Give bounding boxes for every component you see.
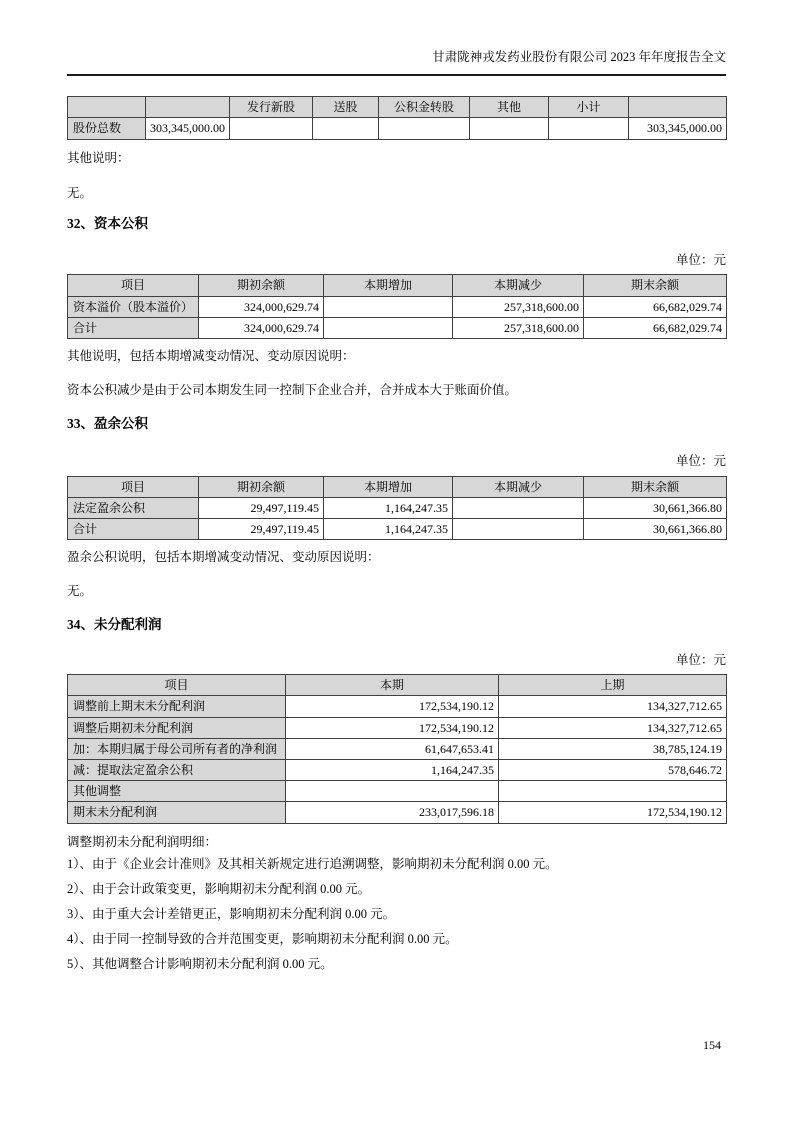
surplus-reserve-note-text: 无。 (67, 584, 93, 599)
adjustment-detail-item-1: 1）、由于《企业会计准则》及其相关新规定进行追溯调整，影响期初未分配利润 0.00 元。 (67, 857, 558, 872)
row-label: 股份总数 (68, 118, 146, 139)
table-row (68, 519, 727, 540)
row-label: 合计 (68, 317, 199, 338)
cell-value (499, 781, 727, 802)
cell-value (379, 118, 470, 139)
column-header: 本期增加 (324, 476, 453, 497)
cell-value: 172,534,190.12 (499, 802, 727, 823)
column-header: 期初余额 (199, 476, 324, 497)
table-row (68, 498, 727, 519)
page-number: 154 (703, 1038, 721, 1052)
cell-value: 303,345,000.00 (629, 118, 727, 139)
column-header: 本期增加 (324, 275, 453, 296)
table-header-row (68, 97, 727, 118)
column-header: 项目 (68, 275, 199, 296)
cell-value: 29,497,119.45 (199, 519, 324, 540)
surplus-reserve-table (67, 476, 727, 541)
capital-reserve-table (67, 274, 727, 339)
table-row (68, 717, 727, 738)
column-header (629, 97, 727, 118)
section-heading-32: 32、资本公积 (67, 216, 148, 232)
cell-value: 30,661,366.80 (584, 519, 727, 540)
cell-value: 172,534,190.12 (286, 717, 499, 738)
cell-value: 257,318,600.00 (453, 317, 584, 338)
other-note-label: 其他说明： (67, 150, 130, 165)
column-header: 项目 (68, 476, 199, 497)
column-header: 期末余额 (584, 476, 727, 497)
adjustment-detail-item-4: 4）、由于同一控制导致的合并范围变更，影响期初未分配利润 0.00 元。 (67, 932, 458, 947)
cell-value: 324,000,629.74 (199, 317, 324, 338)
table-header-row (68, 675, 727, 696)
cell-value: 29,497,119.45 (199, 498, 324, 519)
cell-value (313, 118, 379, 139)
row-label: 加：本期归属于母公司所有者的净利润 (68, 738, 286, 759)
cell-value (286, 781, 499, 802)
cell-value: 66,682,029.74 (584, 296, 727, 317)
adjustment-detail-item-2: 2）、由于会计政策变更，影响期初未分配利润 0.00 元。 (67, 882, 371, 897)
cell-value: 1,164,247.35 (324, 498, 453, 519)
row-label: 调整后期初未分配利润 (68, 717, 286, 738)
table-row (68, 781, 727, 802)
document-header-title: 甘肃陇神戎发药业股份有限公司 2023 年年度报告全文 (432, 50, 726, 64)
unit-label-34: 单位：元 (675, 653, 726, 668)
cell-value: 61,647,653.41 (286, 738, 499, 759)
capital-reserve-note-text: 资本公积减少是由于公司本期发生同一控制下企业合并，合并成本大于账面价值。 (67, 382, 518, 397)
other-note-text: 无。 (67, 185, 93, 200)
column-header (146, 97, 230, 118)
share-capital-table (67, 96, 727, 139)
column-header: 期末余额 (584, 275, 727, 296)
cell-value: 30,661,366.80 (584, 498, 727, 519)
column-header: 其他 (470, 97, 549, 118)
table-row (68, 296, 727, 317)
cell-value (324, 296, 453, 317)
table-header-row (68, 476, 727, 497)
table-row (68, 760, 727, 781)
cell-value: 303,345,000.00 (146, 118, 230, 139)
column-header (68, 97, 146, 118)
column-header: 本期 (286, 675, 499, 696)
row-label: 资本溢价（股本溢价） (68, 296, 199, 317)
unit-label-33: 单位：元 (675, 454, 726, 468)
column-header: 小计 (549, 97, 629, 118)
column-header: 送股 (313, 97, 379, 118)
section-heading-34: 34、未分配利润 (67, 617, 162, 633)
cell-value: 66,682,029.74 (584, 317, 727, 338)
column-header: 发行新股 (230, 97, 313, 118)
row-label: 减：提取法定盈余公积 (68, 760, 286, 781)
adjustment-detail-item-3: 3）、由于重大会计差错更正，影响期初未分配利润 0.00 元。 (67, 907, 396, 922)
cell-value (453, 519, 584, 540)
cell-value: 134,327,712.65 (499, 696, 727, 717)
table-row (68, 118, 727, 139)
column-header: 本期减少 (453, 275, 584, 296)
cell-value: 324,000,629.74 (199, 296, 324, 317)
table-row (68, 317, 727, 338)
row-label: 合计 (68, 519, 199, 540)
capital-reserve-note-label: 其他说明，包括本期增减变动情况、变动原因说明： (67, 349, 355, 364)
column-header: 公积金转股 (379, 97, 470, 118)
column-header: 期初余额 (199, 275, 324, 296)
header-divider (67, 74, 726, 76)
cell-value (549, 118, 629, 139)
section-heading-33: 33、盈余公积 (67, 415, 148, 431)
cell-value: 134,327,712.65 (499, 717, 727, 738)
column-header: 上期 (499, 675, 727, 696)
cell-value: 257,318,600.00 (453, 296, 584, 317)
row-label: 其他调整 (68, 781, 286, 802)
row-label: 期末未分配利润 (68, 802, 286, 823)
column-header: 本期减少 (453, 476, 584, 497)
cell-value (230, 118, 313, 139)
cell-value: 1,164,247.35 (324, 519, 453, 540)
column-header: 项目 (68, 675, 286, 696)
undistributed-profit-table (67, 674, 727, 823)
cell-value (453, 498, 584, 519)
surplus-reserve-note-label: 盈余公积说明，包括本期增减变动情况、变动原因说明： (67, 550, 380, 565)
adjustment-detail-label: 调整期初未分配利润明细： (67, 834, 218, 849)
table-row (68, 696, 727, 717)
unit-label-32: 单位：元 (675, 252, 726, 267)
row-label: 调整前上期末未分配利润 (68, 696, 286, 717)
cell-value: 38,785,124.19 (499, 738, 727, 759)
table-row (68, 738, 727, 759)
table-row (68, 802, 727, 823)
adjustment-detail-item-5: 5）、其他调整合计影响期初未分配利润 0.00 元。 (67, 956, 333, 971)
table-header-row (68, 275, 727, 296)
cell-value: 578,646.72 (499, 760, 727, 781)
row-label: 法定盈余公积 (68, 498, 199, 519)
cell-value: 1,164,247.35 (286, 760, 499, 781)
cell-value: 172,534,190.12 (286, 696, 499, 717)
cell-value (470, 118, 549, 139)
cell-value: 233,017,596.18 (286, 802, 499, 823)
cell-value (324, 317, 453, 338)
